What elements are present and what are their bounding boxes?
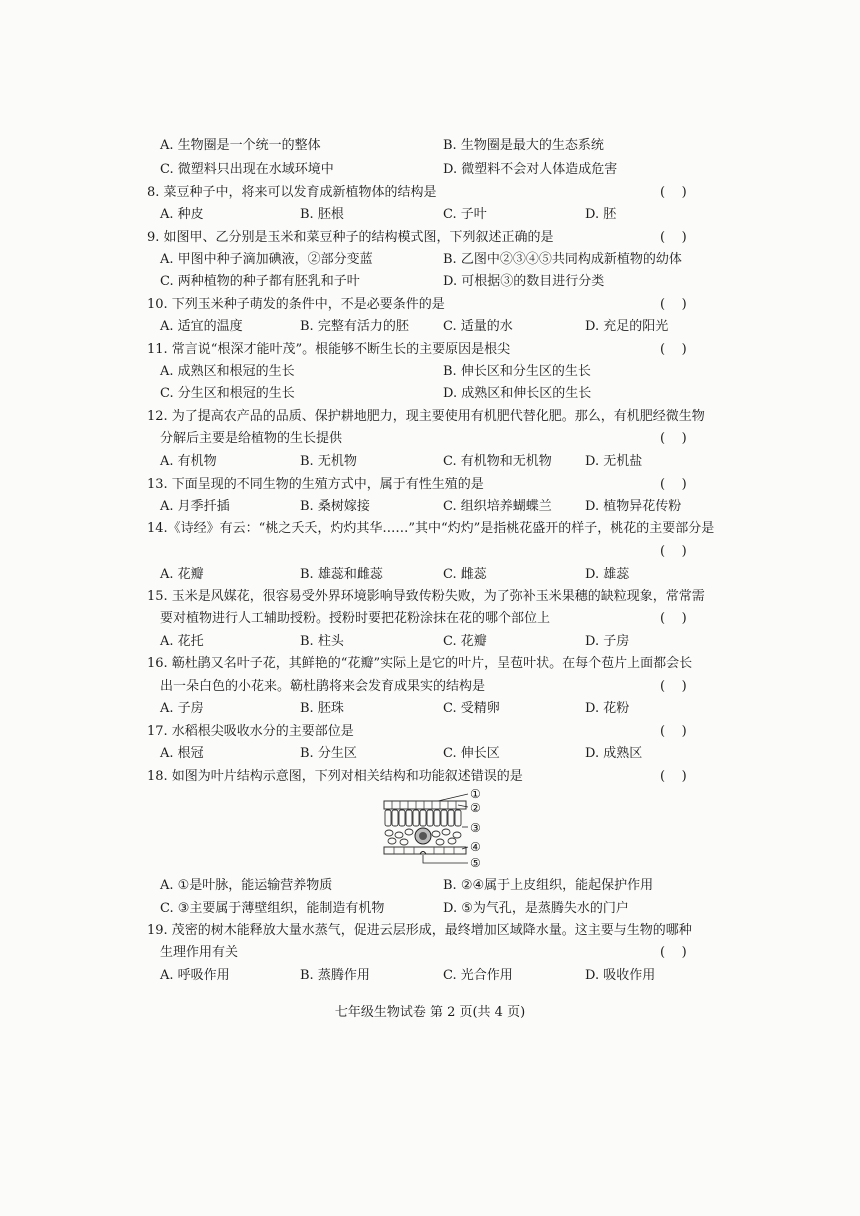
q17-option-d: D. 成熟区 (585, 746, 643, 761)
q8-option-b: B. 胚根 (300, 207, 344, 222)
q19-option-a: A. 呼吸作用 (160, 968, 230, 983)
q8-option-d: D. 胚 (585, 207, 617, 222)
q15-stem-continued: 要对植物进行人工辅助授粉。授粉时要把花粉涂抹在花的哪个部位上 (160, 611, 551, 626)
q13-stem: 13. 下面呈现的不同生物的生殖方式中，属于有性生殖的是 (147, 477, 484, 492)
q19-option-c: C. 光合作用 (443, 968, 513, 983)
q16-option-d: D. 花粉 (585, 701, 630, 716)
q10-bracket: ( ) (660, 297, 687, 312)
q14-bracket: ( ) (660, 544, 687, 559)
page-footer: 七年级生物试卷 第 2 页(共 4 页) (334, 1005, 526, 1020)
q10-option-c: C. 适量的水 (443, 319, 513, 334)
q8-stem: 8. 菜豆种子中，将来可以发育成新植物体的结构是 (147, 185, 437, 200)
q11-option-c: C. 分生区和根冠的生长 (160, 386, 295, 401)
q12-stem-continued: 分解后主要是给植物的生长提供 (160, 431, 343, 446)
q9-option-c: C. 两种植物的种子都有胚乳和子叶 (160, 274, 360, 289)
q9-option-b: B. 乙图中②③④⑤共同构成新植物的幼体 (443, 252, 682, 267)
q14-option-a: A. 花瓣 (160, 567, 204, 582)
q11-option-b: B. 伸长区和分生区的生长 (443, 364, 591, 379)
figure-label-4: ④ (470, 840, 481, 854)
q18-bracket: ( ) (660, 769, 687, 784)
q19-stem: 19. 茂密的树木能释放大量水蒸气，促进云层形成，最终增加区域降水量。这主要与生物的哪种 (147, 923, 692, 938)
q8-bracket: ( ) (660, 185, 687, 200)
q18-option-b: B. ②④属于上皮组织，能起保护作用 (443, 878, 654, 893)
q19-stem-continued: 生理作用有关 (160, 945, 239, 960)
q7-option-a: A. 生物圈是一个统一的整体 (160, 138, 321, 153)
q11-option-d: D. 成熟区和伸长区的生长 (443, 386, 592, 401)
figure-label-1: ① (470, 787, 481, 801)
q17-option-c: C. 伸长区 (443, 746, 500, 761)
q16-stem: 16. 簕杜鹃又名叶子花，其鲜艳的“花瓣”实际上是它的叶片，呈苞叶状。在每个苞片上面都会长 (147, 656, 693, 671)
q18-option-c: C. ③主要属于薄壁组织，能制造有机物 (160, 901, 385, 916)
q9-stem: 9. 如图甲、乙分别是玉米和菜豆种子的结构模式图，下列叙述正确的是 (147, 230, 554, 245)
q10-stem: 10. 下列玉米种子萌发的条件中，不是必要条件的是 (147, 297, 445, 312)
q10-option-a: A. 适宜的温度 (160, 319, 243, 334)
q18-option-a: A. ①是叶脉，能运输营养物质 (160, 878, 333, 893)
q16-option-a: A. 子房 (160, 701, 204, 716)
q11-bracket: ( ) (660, 342, 687, 357)
q15-option-d: D. 子房 (585, 634, 630, 649)
q13-option-b: B. 桑树嫁接 (300, 499, 370, 514)
q9-option-a: A. 甲图中种子滴加碘液，②部分变蓝 (160, 252, 373, 267)
figure-label-5: ⑤ (470, 856, 481, 869)
q11-stem: 11. 常言说“根深才能叶茂”。根能够不断生长的主要原因是根尖 (147, 342, 511, 357)
q8-option-a: A. 种皮 (160, 207, 204, 222)
q13-option-d: D. 植物异花传粉 (585, 499, 682, 514)
q19-bracket: ( ) (660, 945, 687, 960)
figure-label-2: ② (470, 801, 481, 815)
q12-option-a: A. 有机物 (160, 454, 217, 469)
q12-stem: 12. 为了提高农产品的品质、保护耕地肥力，现主要使用有机肥代替化肥。那么，有机肥经微生物 (147, 409, 705, 424)
q12-option-c: C. 有机物和无机物 (443, 454, 552, 469)
q19-option-d: D. 吸收作用 (585, 968, 656, 983)
q17-option-b: B. 分生区 (300, 746, 357, 761)
q13-bracket: ( ) (660, 477, 687, 492)
q16-option-b: B. 胚珠 (300, 701, 344, 716)
q12-bracket: ( ) (660, 431, 687, 446)
q10-option-d: D. 充足的阳光 (585, 319, 669, 334)
q16-stem-continued: 出一朵白色的小花来。簕杜鹃将来会发育成果实的结构是 (160, 679, 486, 694)
q18-stem: 18. 如图为叶片结构示意图，下列对相关结构和功能叙述错误的是 (147, 769, 523, 784)
q7-option-b: B. 生物圈是最大的生态系统 (443, 138, 604, 153)
q15-stem: 15. 玉米是风媒花，很容易受外界环境影响导致传粉失败，为了弥补玉米果穗的缺粒现象，常常需 (147, 589, 705, 604)
q14-stem: 14.《诗经》有云：“桃之夭夭，灼灼其华……”其中“灼灼”是指桃花盛开的样子，桃花的主要部分是 (147, 521, 715, 536)
q17-stem: 17. 水稻根尖吸收水分的主要部位是 (147, 724, 354, 739)
q15-bracket: ( ) (660, 611, 687, 626)
q16-bracket: ( ) (660, 679, 687, 694)
q9-bracket: ( ) (660, 230, 687, 245)
q9-option-d: D. 可根据③的数目进行分类 (443, 274, 605, 289)
leaf-structure-diagram (378, 787, 503, 869)
q13-option-a: A. 月季扦插 (160, 499, 230, 514)
q17-bracket: ( ) (660, 724, 687, 739)
q8-option-c: C. 子叶 (443, 207, 487, 222)
q7-option-c: C. 微塑料只出现在水域环境中 (160, 162, 334, 177)
q19-option-b: B. 蒸腾作用 (300, 968, 370, 983)
q18-option-d: D. ⑤为气孔，是蒸腾失水的门户 (443, 901, 629, 916)
q15-option-a: A. 花托 (160, 634, 204, 649)
figure-label-3: ③ (470, 821, 481, 835)
q10-option-b: B. 完整有活力的胚 (300, 319, 409, 334)
q15-option-b: B. 柱头 (300, 634, 344, 649)
q13-option-c: C. 组织培养蝴蝶兰 (443, 499, 552, 514)
q14-option-c: C. 雌蕊 (443, 567, 487, 582)
q15-option-c: C. 花瓣 (443, 634, 487, 649)
q17-option-a: A. 根冠 (160, 746, 204, 761)
q14-option-b: B. 雄蕊和雌蕊 (300, 567, 383, 582)
q11-option-a: A. 成熟区和根冠的生长 (160, 364, 295, 379)
q12-option-b: B. 无机物 (300, 454, 357, 469)
q16-option-c: C. 受精卵 (443, 701, 500, 716)
q12-option-d: D. 无机盐 (585, 454, 643, 469)
q7-option-d: D. 微塑料不会对人体造成危害 (443, 162, 618, 177)
q14-option-d: D. 雄蕊 (585, 567, 630, 582)
